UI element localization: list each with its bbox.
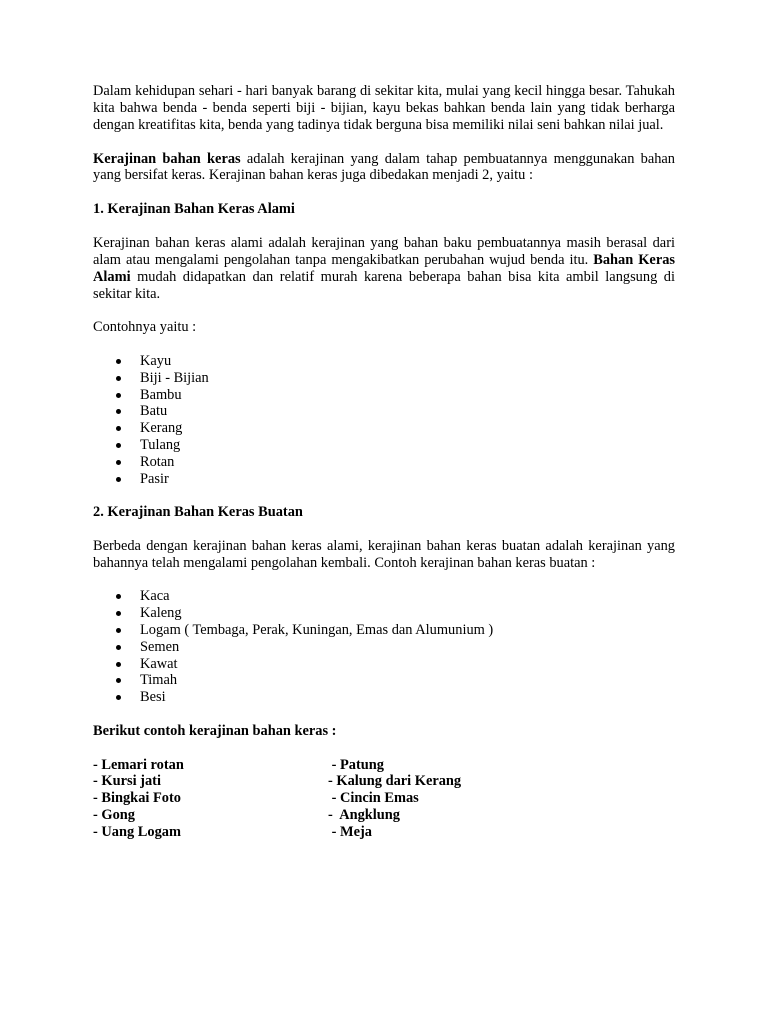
examples-table [93, 757, 675, 841]
section2-heading: 2. Kerajinan Bahan Keras Buatan [93, 504, 303, 521]
list-item: Besi [93, 689, 675, 706]
definition-text: adalah kerajinan yang dalam tahap pembuatannya menggunakan bahan yang bersifat keras. Kerajinan bahan keras juga dibedakan menjadi 2, yaitu : [93, 150, 676, 184]
examples-row [93, 824, 675, 841]
section1-text-start: Kerajinan bahan keras alami adalah kerajinan yang bahan baku pembuatannya masih berasal dari alam atau mengalami pengolahan tanpa mengakibatkan perubahan wujud benda itu. [93, 234, 675, 268]
examples-left-item: - Bingkai Foto [93, 790, 181, 807]
definition-term: Kerajinan bahan keras [93, 150, 241, 167]
list-item: Rotan [93, 454, 675, 471]
section2-paragraph: Berbeda dengan kerajinan bahan keras alami, kerajinan bahan keras buatan adalah kerajinan yang bahannya telah mengalami pengolahan kembali. Contoh kerajinan bahan keras buatan : [93, 537, 675, 571]
section1-examples-intro: Contohnya yaitu : [93, 319, 197, 336]
section1-text-end: mudah didapatkan dan relatif murah karena beberapa bahan bisa kita ambil langsung di sekitar kita. [93, 268, 675, 302]
examples-row [93, 790, 675, 807]
examples-right-item: - Patung [328, 756, 384, 773]
examples-left-item: - Lemari rotan [93, 756, 184, 773]
list-item: Kerang [93, 420, 675, 437]
section1-paragraph [93, 235, 675, 303]
examples-row [93, 807, 675, 824]
list-item: Biji - Bijian [93, 370, 675, 387]
list-item: Semen [93, 639, 675, 656]
list-item: Bambu [93, 387, 675, 404]
examples-heading: Berikut contoh kerajinan bahan keras : [93, 722, 337, 739]
list-item: Kawat [93, 656, 675, 673]
list-item: Timah [93, 672, 675, 689]
examples-left-item: - Uang Logam [93, 823, 181, 840]
examples-left-item: - Kursi jati [93, 773, 161, 790]
examples-right-item: - Meja [328, 823, 372, 840]
examples-row [93, 773, 675, 790]
examples-right-item: - Angklung [328, 806, 400, 823]
list-item: Kaleng [93, 605, 675, 622]
section1-list [93, 353, 675, 487]
list-item: Pasir [93, 471, 675, 488]
section1-bold-term: Bahan Keras Alami [93, 251, 676, 285]
section2-list [93, 588, 675, 706]
intro-paragraph: Dalam kehidupan sehari - hari banyak barang di sekitar kita, mulai yang kecil hingga besar. Tahukah kita bahwa benda - benda seperti biji - bijian, kayu bekas bahkan benda lain yang tidak berharga dengan kreatifitas kita, benda yang tadinya tidak berguna bisa memiliki nilai seni bahkan nilai jual. [93, 83, 675, 133]
list-item: Kayu [93, 353, 675, 370]
list-item: Logam ( Tembaga, Perak, Kuningan, Emas dan Alumunium ) [93, 622, 675, 639]
definition-paragraph [93, 151, 675, 185]
list-item: Kaca [93, 588, 675, 605]
examples-left-item: - Gong [93, 806, 135, 823]
examples-row [93, 757, 675, 774]
examples-right-item: - Cincin Emas [328, 790, 419, 807]
list-item: Tulang [93, 437, 675, 454]
list-item: Batu [93, 403, 675, 420]
section1-heading: 1. Kerajinan Bahan Keras Alami [93, 201, 295, 218]
examples-right-item: - Kalung dari Kerang [328, 773, 462, 790]
